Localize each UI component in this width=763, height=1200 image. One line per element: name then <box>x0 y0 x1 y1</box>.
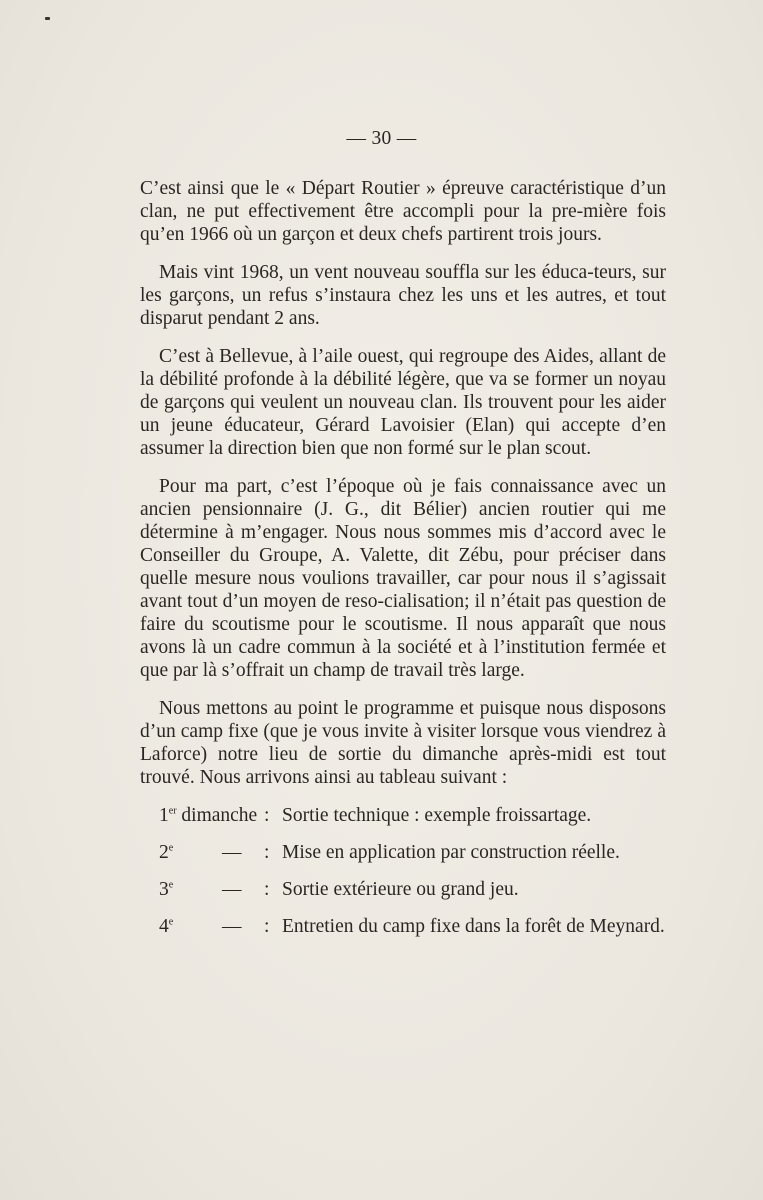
day-ordinal: e <box>168 916 174 928</box>
schedule-day <box>140 878 264 901</box>
schedule-activity: Sortie extérieure ou grand jeu. <box>282 879 519 900</box>
day-label: dimanche <box>181 805 258 826</box>
schedule-row <box>140 841 666 864</box>
paragraph-1: C’est ainsi que le « Départ Routier » épreuve caractéristique d’un clan, ne put effectivement être accompli pour la pre-mière fois qu’en 1966 où un garçon et deux chefs partirent trois jours. <box>140 178 666 245</box>
day-number: 1 <box>159 805 169 826</box>
schedule-table <box>140 804 666 938</box>
paragraph-3: C’est à Bellevue, à l’aile ouest, qui regroupe des Aides, allant de la débilité profonde à la débilité légère, que va se former un noyau de garçons qui veulent un nouveau clan. Ils trouvent pour les aider un jeune éducateur, Gérard Lavoisier (Elan) qui accepte d’en assumer la direction bien que non formé sur le plan scout. <box>140 346 666 459</box>
schedule-colon: : <box>264 916 270 937</box>
schedule-row <box>140 915 666 938</box>
schedule-row <box>140 804 666 827</box>
day-ordinal: e <box>168 842 174 854</box>
schedule-row <box>140 878 666 901</box>
ditto-dash: — <box>222 842 242 863</box>
schedule-colon: : <box>264 805 270 826</box>
day-ordinal: e <box>168 879 174 891</box>
schedule-day <box>140 841 264 864</box>
schedule-colon: : <box>264 879 270 900</box>
schedule-activity: Mise en application par construction réelle. <box>282 842 620 863</box>
ink-speck <box>45 17 50 20</box>
schedule-day <box>140 915 264 938</box>
paragraph-4: Pour ma part, c’est l’époque où je fais connaissance avec un ancien pensionnaire (J. G., dit Bélier) ancien routier qui me détermine à m’engager. Nous nous sommes mis d’accord avec le Conseiller du Groupe, A. Valette, dit Zébu, pour préciser dans quelle mesure nous voulions travailler, car pour nous il s’agissait avant tout d’un moyen de reso-cialisation; il n’était pas question de faire du scoutisme pour le scoutisme. Il nous apparaît que nous avons là un cadre commun à la société et à l’institution fermée et que par là s’offrait un champ de travail très large. <box>140 476 666 681</box>
schedule-activity: Sortie technique : exemple froissartage. <box>282 805 592 826</box>
schedule-colon: : <box>264 842 270 863</box>
day-number: 2 <box>159 842 169 863</box>
ditto-dash: — <box>222 916 242 937</box>
page-number: — 30 — <box>346 128 417 149</box>
day-number: 3 <box>159 879 169 900</box>
schedule-activity: Entretien du camp fixe dans la forêt de Meynard. <box>282 916 665 937</box>
schedule-day <box>140 804 264 827</box>
ditto-dash: — <box>222 879 242 900</box>
day-number: 4 <box>159 916 169 937</box>
paragraph-5: Nous mettons au point le programme et puisque nous disposons d’un camp fixe (que je vous invite à visiter lorsque vous viendrez à Laforce) notre lieu de sortie du dimanche après-midi est tout trouvé. Nous arrivons ainsi au tableau suivant : <box>140 698 666 788</box>
day-ordinal: er <box>168 805 177 817</box>
paragraph-2: Mais vint 1968, un vent nouveau souffla sur les éduca-teurs, sur les garçons, un refus s’instaura chez les uns et les autres, et tout disparut pendant 2 ans. <box>140 262 666 329</box>
document-body <box>140 177 666 952</box>
